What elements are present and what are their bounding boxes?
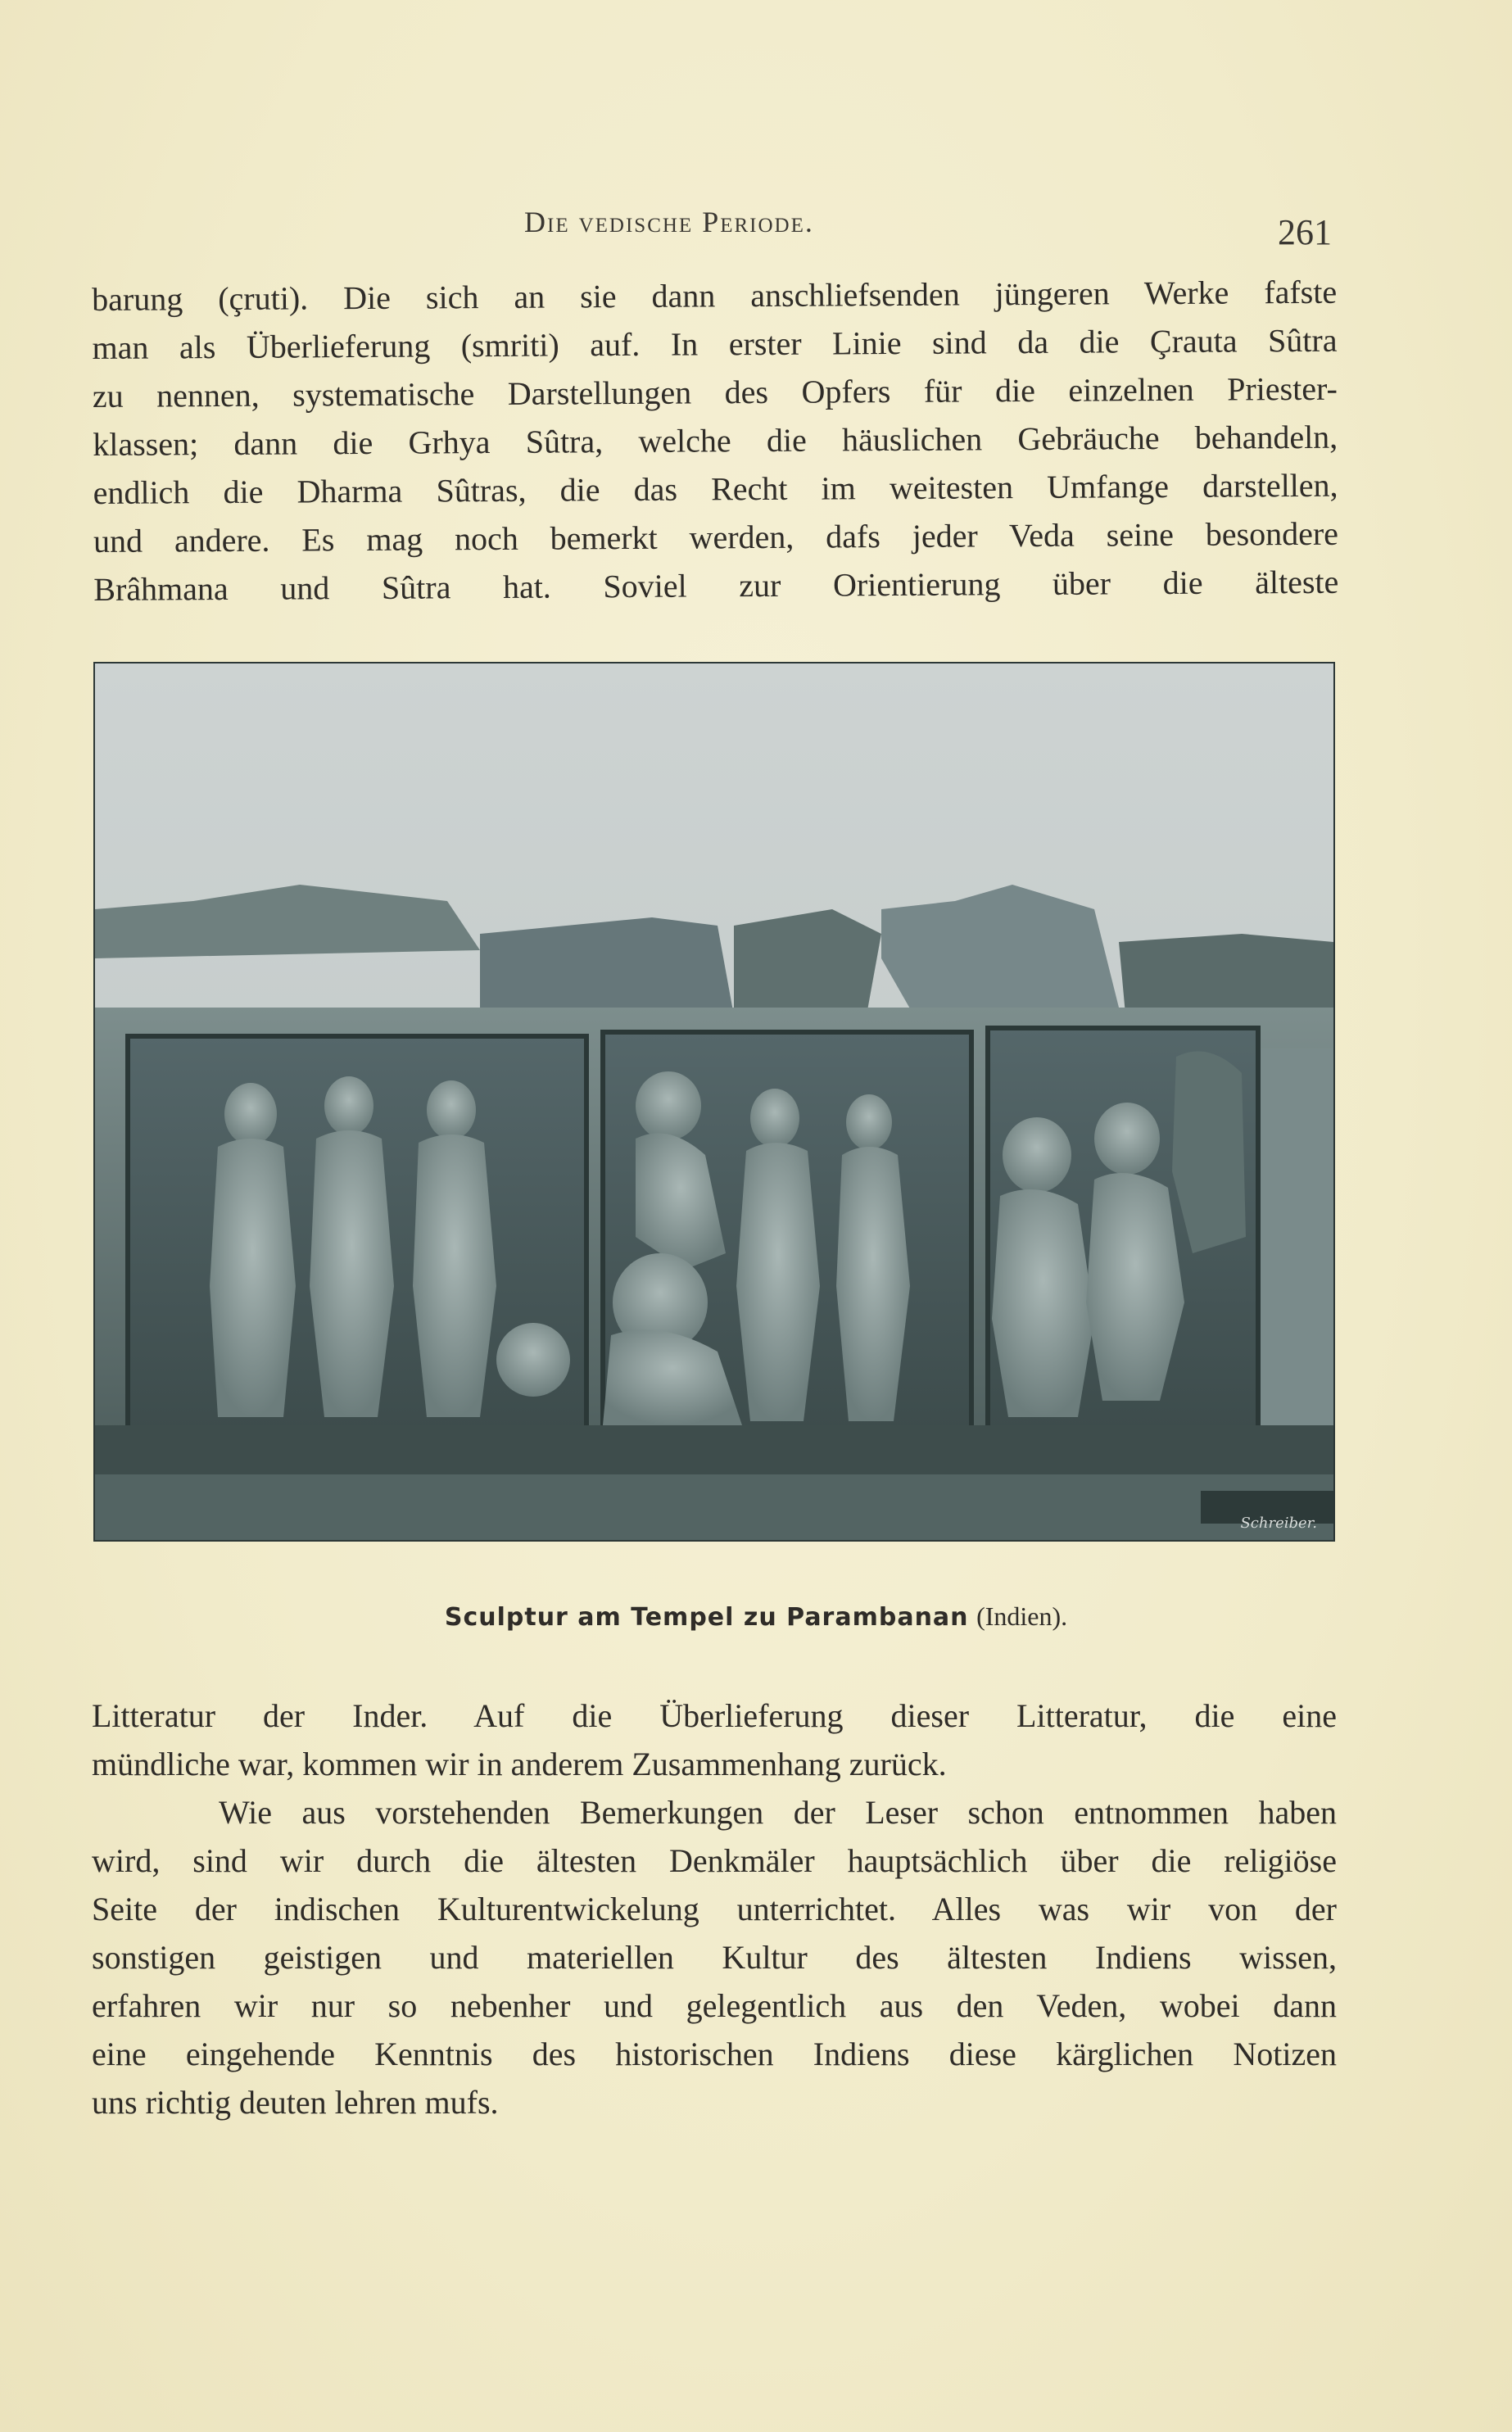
running-title: Die vedische Periode.	[524, 206, 814, 238]
text-line: endlich die Dharma Sûtras, die das Recht im weitesten Umfange darstellen,	[93, 466, 1338, 511]
text-line: und andere. Es mag noch bemerkt werden, dafs jeder Veda seine besondere	[93, 514, 1339, 559]
text-line: barung (çruti). Die sich an sie dann anschliefsenden jüngeren Werke fafste	[92, 273, 1338, 318]
text-line: wird, sind wir durch die ältesten Denkmäler hauptsächlich über die religiöse	[92, 1842, 1337, 1879]
text-line: Wie aus vorstehenden Bemerkungen der Leser schon entnommen haben	[219, 1794, 1337, 1831]
top-paragraph	[92, 268, 1338, 614]
text-line: eine eingehende Kenntnis des historischen Indiens diese kärglichen Notizen	[92, 2036, 1337, 2072]
text-line: Litteratur der Inder. Auf die Überlieferung dieser Litteratur, die eine	[92, 1697, 1337, 1734]
bottom-paragraphs	[92, 1692, 1337, 2126]
text-line: erfahren wir nur so nebenher und gelegentlich aus den Veden, wobei dann	[92, 1987, 1337, 2024]
text-line: klassen; dann die Grhya Sûtra, welche die häuslichen Gebräuche behandeln,	[93, 418, 1338, 463]
text-line: Seite der indischen Kulturentwickelung unterrichtet. Alles was wir von der	[92, 1891, 1337, 1927]
text-line: Brâhmana und Sûtra hat. Soviel zur Orientierung über die älteste	[93, 563, 1339, 608]
text-line: zu nennen, systematische Darstellungen des Opfers für die einzelnen Priester-	[92, 369, 1338, 414]
page-number: 261	[1278, 212, 1332, 252]
caption-location: (Indien).	[976, 1601, 1068, 1631]
engraver-signature: Schreiber.	[1240, 1515, 1317, 1532]
caption-main: Sculptur am Tempel zu Parambanan	[444, 1603, 969, 1632]
text-line: uns richtig deuten lehren mufs.	[92, 2084, 499, 2121]
text-line: mündliche war, kommen wir in anderem Zusammenhang zurück.	[92, 1746, 947, 1782]
text-line: sonstigen geistigen und materiellen Kultur des ältesten Indiens wissen,	[92, 1939, 1337, 1976]
relief-illustration	[95, 663, 1333, 1540]
relief-photograph	[93, 662, 1335, 1542]
figure-caption	[0, 1601, 1512, 1632]
text-line: man als Überlieferung (smriti) auf. In erster Linie sind da die Çrauta Sûtra	[92, 321, 1338, 366]
